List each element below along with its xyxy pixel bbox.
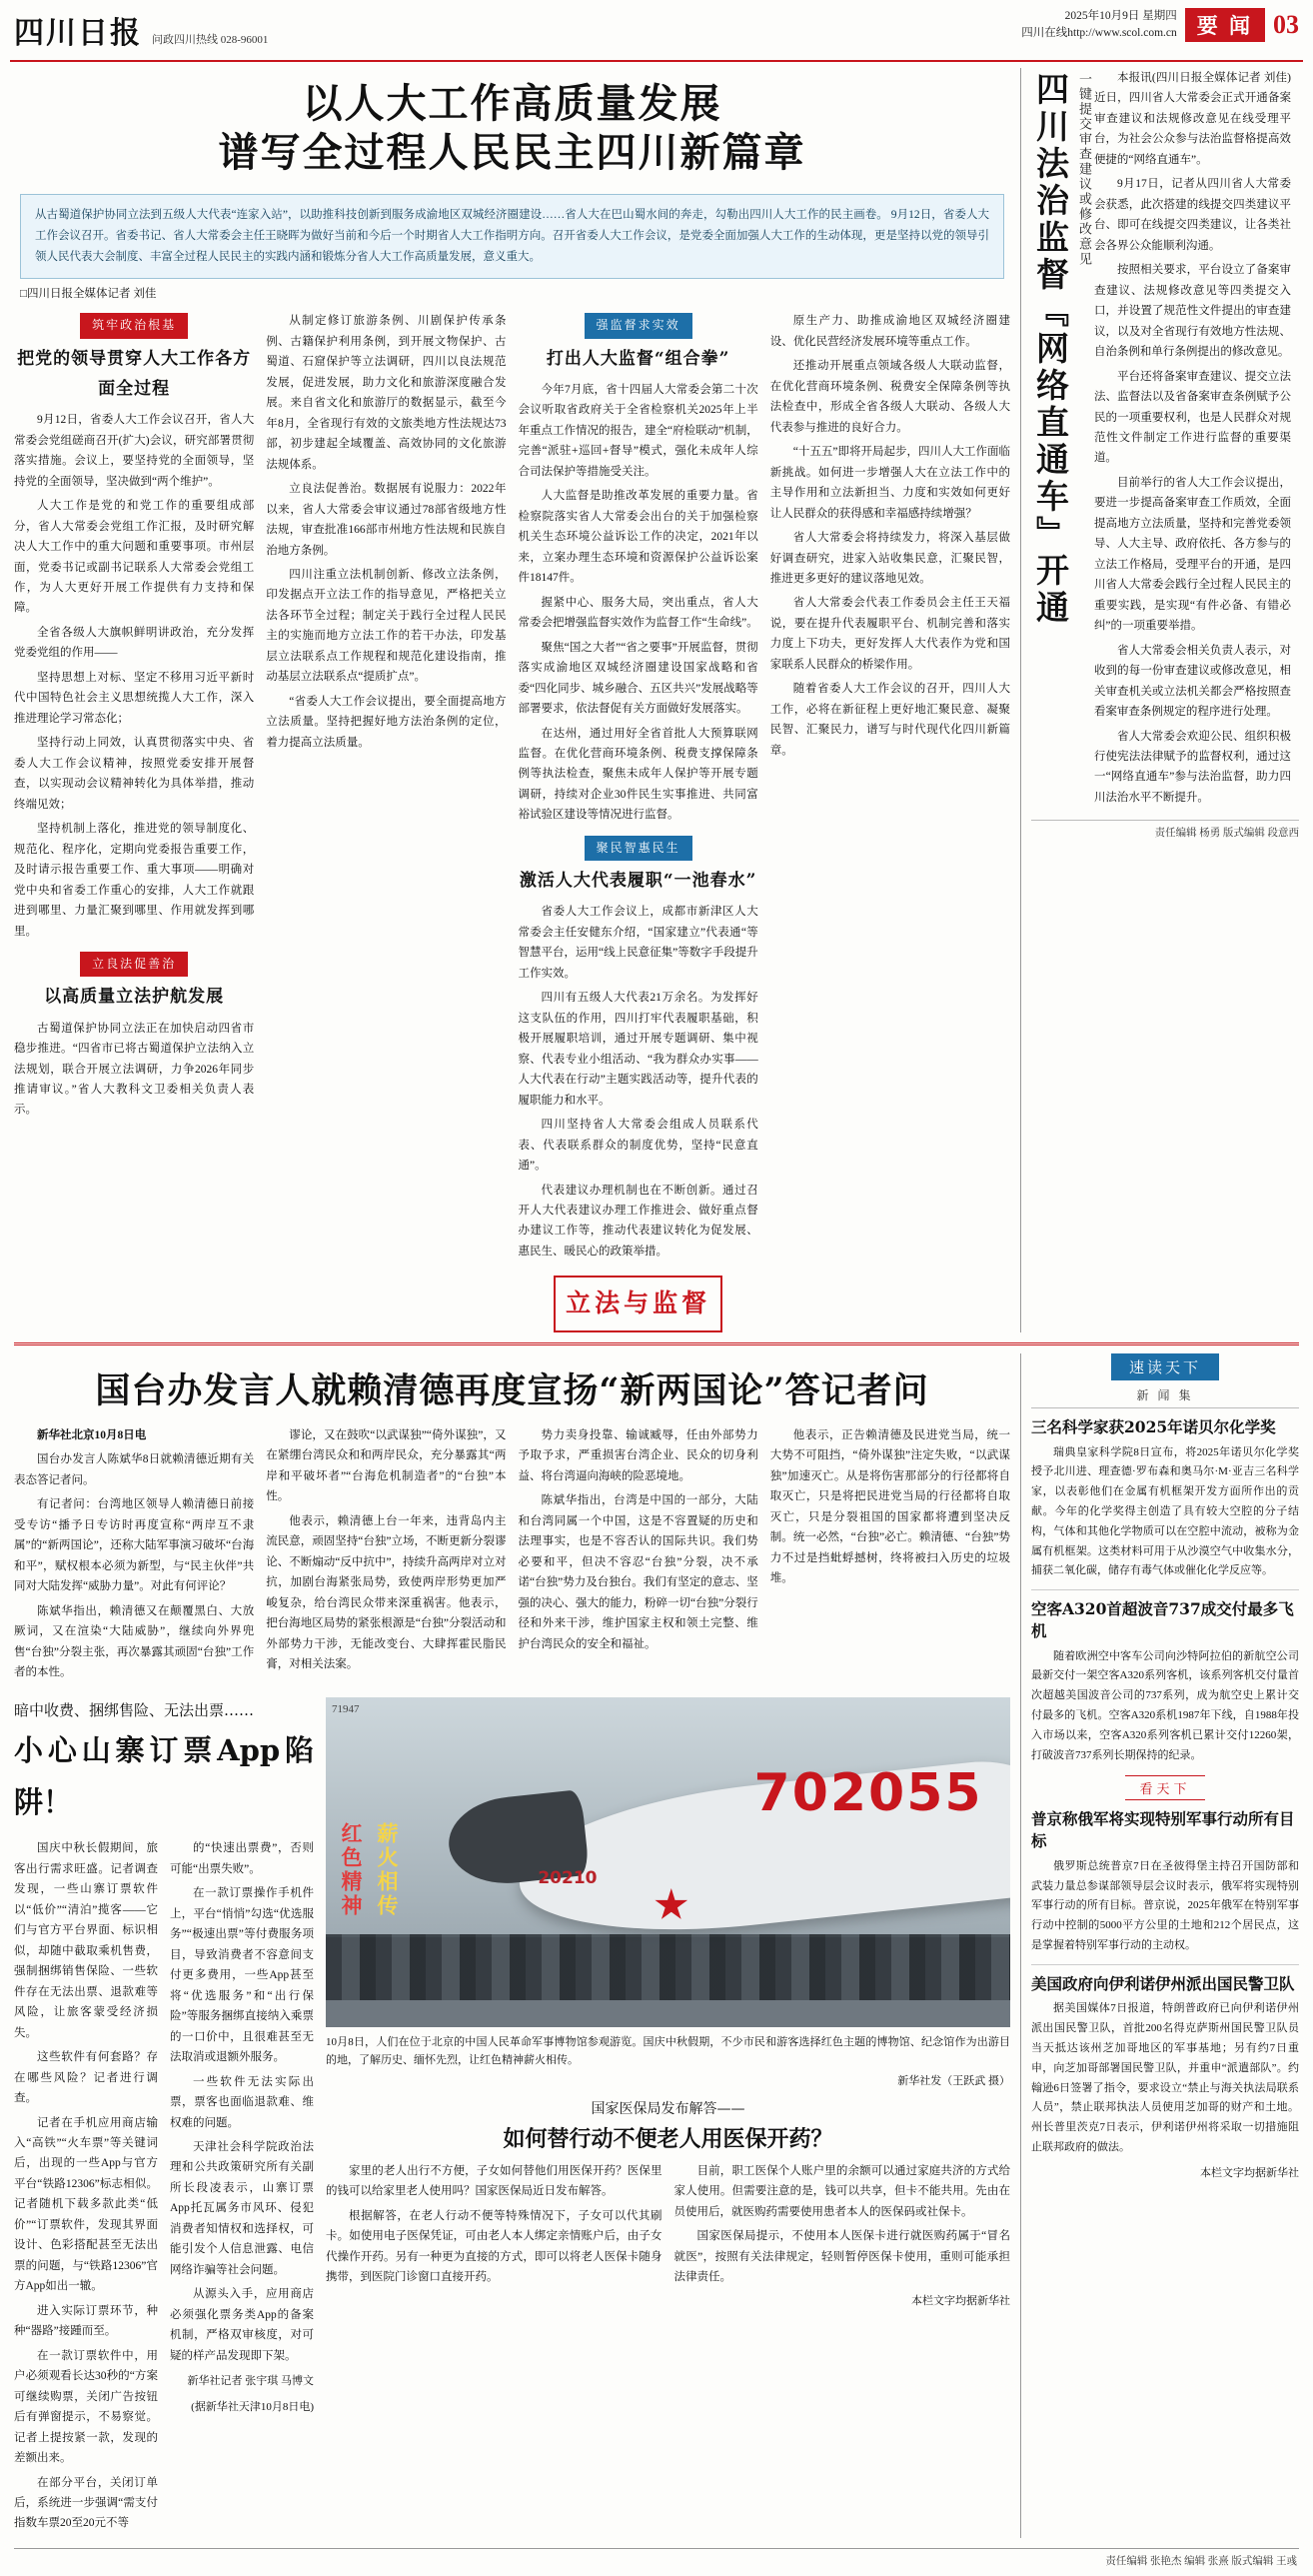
dateline: 新华社北京10月8日电 xyxy=(37,1428,147,1441)
paragraph: 坚持机制上落化，推进党的领导制度化、规范化、程序化，定期向党委报告重要工作，及时请示报告重要工作、重大事项——明确对党中央和省委工作重心的安排，人大工作就跟进到哪里、力量汇聚到哪里、作用就发挥到哪里。 xyxy=(14,823,255,938)
rail-source-note: 本栏文字均据新华社 xyxy=(1200,2166,1299,2179)
bottom-column-2 xyxy=(266,1425,506,1687)
issue-date: 2025年10月9日 星期四 xyxy=(1064,10,1177,22)
app-article-col-2 xyxy=(170,1838,314,2537)
paragraph: 国台办发言人陈斌华8日就赖清德近期有关表态答记者问。 xyxy=(14,1453,255,1486)
app-article-kicker: 暗中收费、捆绑售险、无法出票…… xyxy=(14,1700,255,1719)
rail-item-body: 随着欧洲空中客车公司向沙特阿拉伯的新航空公司最新交付一架空客A320系列客机，该系列客机交付量首次超越美国波音公司的737系列，成为航空史上累计交付最多的飞机。空客A320系机1987年下线，自1988年投入市场以来，空客A320系列客机已累计交付12260架，打破波音737系列长期保持的纪录。 xyxy=(1031,1649,1299,1761)
medical-article xyxy=(326,2098,1010,2311)
rail-banner xyxy=(1031,1353,1299,1380)
paragraph: 本报讯(四川日报全媒体记者 刘佳)近日，四川省人大常委会正式开通备案审查建议和法规修改意见在线受理平台，为社会公众参与法治监督格提高效便捷的“网络直通车”。 xyxy=(1093,72,1291,166)
section-stamp xyxy=(519,1276,758,1332)
column-3 xyxy=(519,311,758,1332)
photo-corner-label: 71947 xyxy=(332,1702,360,1715)
paragraph: 省人大常委会将持续发力，将深入基层做好调查研究，进家入站收集民意，汇聚民智，推进更多更好的建议落地见效。 xyxy=(769,532,1010,586)
paragraph: 古蜀道保护协同立法正在加快启动四省市稳步推进。“四省市已将古蜀道保护立法纳入立法规划，联合开展立法调研，力争2026年同步推请审议。”省人大教科文卫委相关负责人表示。 xyxy=(14,1022,255,1117)
subhead-1 xyxy=(14,313,254,404)
paragraph: 他表示，正告赖清德及民进党当局，统一大势不可阻挡，“倚外谋独”注定失败，“以武谋独”加速灭亡。从是将伤害那部分的行径都将自取灭亡，只是将把民进党当局的行径都将自取灭亡，只是分裂祖国的国家都将遭到坚决反制。统一必然，“台独”必亡。赖清德、“台独”势力不过是挡蚍蜉撼树，终将被扫入历史的垃圾堆。 xyxy=(769,1428,1010,1585)
middle-row xyxy=(14,1697,1010,2538)
news-photo xyxy=(326,1697,1010,2027)
rail-item-body: 瑞典皇家科学院8日宣布，将2025年诺贝尔化学奖授予北川进、理查德·罗布森和奥马尔·M·亚吉三名科学家，以表彰他们在金属有机框架开发方面所作出的贡献。今年的化学奖得主创造了具有较大空腔的分子结构，气体和其他化学物质可以在空腔中流动，被称为金属有机框架。这类材料可用于从沙漠空气中收集水分，捕获二氧化碳，储存有毒气体或催化化学反应等。 xyxy=(1031,1445,1299,1577)
lead-paragraph: 从古蜀道保护协同立法到五级人大代表“连家入站”，以助推科技创新到服务成渝地区双城经济圈建设……省人大在巴山蜀水间的奔走，勾勒出四川人大工作的民主画卷。 9月12日，省委人大工作会议召开。省委书记、省人大常委会主任王晓晖为做好当前和今后一个时期省人大工作指明方向。召开省委人大工作会议，是党委全面加强人大工作的生动体现，更是坚持以党的领导引领人民代表大会制度、丰富全过程人民民主的实践内涵和锻炼分省人大工作高质量发展，意义重大。 xyxy=(20,194,1004,280)
stamp-border xyxy=(554,1276,722,1332)
medical-col-1 xyxy=(326,2161,662,2311)
paragraph: 从源头入手，应用商店必须强化票务类App的备案机制，严格双审核度，对可疑的样产品发现即下架。 xyxy=(170,2288,314,2362)
rail-item[interactable] xyxy=(1031,1808,1299,1955)
hotline-text: 问政四川热线 028-96001 xyxy=(152,34,269,46)
news-rail xyxy=(1020,1353,1299,2538)
side-vertical-title: 四川法治监督『网络直通车』开通 xyxy=(1030,72,1070,627)
paragraph: 他表示，赖清德上台一年来，违背岛内主流民意，顽固坚持“台独”立场，不断更新分裂谬论、不断煽动“反中抗中”，持续升高两岸对立对抗，加剧台海紧张局势，致使两岸形势更加严峻复杂，给台湾民众带来深重祸害。他表示，把台海地区局势的紧张根源是“台独”分裂活动和外部势力干涉，无能改变台、大肆挥霍民脂民膏，对相关法案。 xyxy=(266,1514,507,1671)
top-section xyxy=(0,62,1313,1332)
medical-title: 如何替行动不便老人用医保开药？ xyxy=(503,2125,833,2152)
app-article-sign-2: (据新华社天津10月8日电) xyxy=(191,2400,314,2413)
photo-caption: 10月8日，人们在位于北京的中国人民革命军事博物馆参观游览。国庆中秋假期，不少市民和游客选择红色主题的博物馆、纪念馆作为出游目的地，了解历史、缅怀先烈，让红色精神薪火相传。 xyxy=(326,2035,1010,2067)
paragraph: 9月17日，记者从四川省人大常委会获悉，此次搭建的线提交四类建议平台、即可在线提交四类建议，让各类社会各界公众能顺利沟通。 xyxy=(1093,178,1291,252)
masthead xyxy=(0,0,1313,56)
top-section-credit: 责任编辑 杨勇 版式编辑 段意西 xyxy=(1031,820,1299,840)
paragraph: “省委人大工作会议提出，要全面提高地方立法质量。坚持把握好地方法治条例的定位，着力提高立法质量。 xyxy=(266,695,507,749)
paper-name: 四川日报 xyxy=(14,16,142,51)
side-kicker: 一键提交审查建议或修改意见 xyxy=(1076,72,1092,267)
vertical-title-wrap xyxy=(1031,72,1094,692)
rail-item-headline: 三名科学家获2025年诺贝尔化学奖 xyxy=(1031,1416,1276,1436)
paragraph: 天津社会科学院政治法理和公共政策研究所有关副所长段凌表示，山寨订票App托瓦属务市风环、侵犯消费者知情权和选择权，可能引发个人信息泄露、电信网络诈骗等社会问题。 xyxy=(170,2141,314,2276)
page-credit: 责任编辑 张艳杰 编辑 张熹 版式编辑 王彧 xyxy=(1105,2555,1297,2567)
paragraph: 在达州，通过用好全省首批人大预算联网监督。在优化营商环境条例、税费支撑保障条例等执法检查，聚焦未成年人保护等开展专题调研，持续对企业30件民生实事推进、共同富裕试验区建设等情况进行监督。 xyxy=(518,727,758,822)
app-article xyxy=(14,1697,314,2538)
subhead-2 xyxy=(14,952,254,1013)
column-1 xyxy=(14,311,254,1332)
paragraph: 四川坚持省人大常委会组成人员联系代表、代表联系群众的制度优势，坚持“民意直通”。 xyxy=(518,1119,758,1173)
paragraph: 按照相关要求，平台设立了备案审查建议、法规修改意见等四类提交入口，并设置了规范性文件提出的审查建议，以及对全省现行有效地方性法规、自治条例和单行条例提出的修改意见。 xyxy=(1093,264,1291,359)
top-side-article xyxy=(1020,68,1299,1332)
rail-banner-label: 速读天下 xyxy=(1111,1353,1219,1380)
overlay-text-right: 薪火相传 xyxy=(375,1821,400,1918)
subhead-3 xyxy=(519,313,758,374)
paragraph: 全省各级人大旗帜鲜明讲政治，充分发挥党委党组的作用—— xyxy=(14,626,255,660)
rail-item[interactable] xyxy=(1031,1416,1299,1581)
subhead-1-tag: 筑牢政治根基 xyxy=(80,313,188,338)
side-body xyxy=(1094,68,1291,812)
paragraph: 今年7月底，省十四届人大常委会第二十次会议听取省政府关于全省检察机关2025年上半年重点工作情况的报告，建全“府检联动”机制，完善“派驻+巡回+督导”模式，强化未成年人综合司法保护等措施受关注。 xyxy=(518,384,758,478)
page-number: 03 xyxy=(1273,10,1299,40)
paragraph xyxy=(14,1425,254,1445)
bottom-column-4 xyxy=(770,1425,1010,1687)
rail-item[interactable] xyxy=(1031,1973,1299,2158)
bottom-headline: 国台办发言人就赖清德再度宣扬“新两国论”答记者问 xyxy=(95,1369,929,1411)
paragraph: 原生产力、助推成渝地区双城经济圈建设、优化民营经济发展环境等重点工作。 xyxy=(769,315,1010,348)
paragraph: 省人大常委会相关负责人表示，对收到的每一份审查建议或修改意见，相关审查机关或立法机关都会严格按照查看案审查条例规定的程序进行处理。 xyxy=(1093,644,1291,719)
rail-item-body: 俄罗斯总统普京7日在圣彼得堡主持召开国防部和武装力量总参谋部领导层会议时表示，俄军将实现特别军事行动的所有目标。普京说，2025年俄军在特别军事行动中控制的5000平方公里的土地和212个居民点，这是掌握着特别军事行动的主动权。 xyxy=(1031,1859,1299,1951)
rail-item[interactable] xyxy=(1031,1598,1299,1765)
photo-crowd xyxy=(326,1934,1010,2000)
paragraph: 省人大常委会欢迎公民、组织积极行使宪法法律赋予的监督权利，通过这一“网络直通车”参与法治监督，助力四川法治水平不断提升。 xyxy=(1093,730,1291,804)
paragraph: 这些软件有何套路？存在哪些风险？记者进行调查。 xyxy=(14,2051,158,2105)
rail-section-tag-label: 看天下 xyxy=(1125,1775,1204,1800)
subhead-4 xyxy=(519,836,758,897)
column-4 xyxy=(770,311,1010,1332)
rail-item-headline: 美国政府向伊利诺伊州派出国民警卫队 xyxy=(1031,1973,1295,1993)
subhead-4-tag: 聚民智惠民生 xyxy=(585,836,692,861)
paragraph: 陈斌华指出，赖清德又在颠覆黑白、大放厥词，又在渲染“大陆威胁”，继续向外界兜售“台独”分裂主张，再次暴露其顽固“台独”工作者的本性。 xyxy=(14,1604,255,1679)
paragraph: 势力卖身投靠、输诚臧辱，任由外部势力予取予求，严重损害台湾企业、民众的切身利益、将台湾逼向海峡的险恶境地。 xyxy=(518,1428,758,1482)
rail-item-headline: 空客A320首超波音737成交付最多飞机 xyxy=(1031,1599,1294,1640)
subhead-1-title: 把党的领导贯穿人大工作各方面全过程 xyxy=(17,348,252,399)
paragraph: 9月12日，省委人大工作会议召开，省人大常委会党组磋商召开(扩大)会议，研究部署贯彻落实措施。会议上，要坚持党的全面领导，坚持党的全面领导，坚决做到“两个维护”。 xyxy=(14,414,255,488)
website-url: 四川在线http://www.scol.com.cn xyxy=(1021,27,1177,40)
top-columns xyxy=(14,311,1010,1332)
paragraph: 四川注重立法机制创新、修改立法条例，印发据点开立法工作的指导意见，严格把关立法各环节全过程；制定关于践行全过程人民民主的实施而地方立法工作的若干办法，印发基层立法联系点工作规程和规范化建设指南，推动基层立法联系点“提质扩点”。 xyxy=(266,569,507,684)
rail-subtitle: 新 闻 集 xyxy=(1031,1386,1299,1408)
masthead-left xyxy=(14,8,268,52)
paragraph: 省委人大工作会议上，成都市新津区人大常委会主任安健东介绍，“国家建立”代表通“等智慧平台，运用“线上民意征集”等数字手段提升工作实效。 xyxy=(518,906,758,980)
paragraph: 聚焦“国之大者”“省之要事”开展监督，贯彻落实成渝地区双城经济圈建设国家战略和省委“四化同步、城乡融合、五区共兴”发展战略等部署要求，依法督促有关方面做好发展落实。 xyxy=(518,641,758,716)
paragraph: 根据解答，在老人行动不便等特殊情况下，子女可以代其刷卡。如使用电子医保凭证，可由老人本人绑定亲情账户后，由子女代操作开药。另有一种更为直接的方式，即可以将老人医保卡随身携带，到医院门诊窗口直接开药。 xyxy=(326,2209,662,2284)
byline: □四川日报全媒体记者 刘佳 xyxy=(20,288,157,301)
rail-item-body: 据美国媒体7日报道，特朗普政府已向伊利诺伊州派出国民警卫队，首批200名得克萨斯州国民警卫队员当天抵达该州芝加哥地区的军事基地；另有约7日重申，向芝加哥部署国民警卫队，并重申“派遣部队”。约翰逊6日签署了指令，要求设立“禁止与海关执法局联系人员”，禁止联邦执法人员使用芝加哥的财产和土地。州长普里茨克7日表示，伊利诺伊州将采取一切措施阻止联邦政府的做法。 xyxy=(1031,2002,1299,2153)
paragraph: 还推动开展重点领域各级人大联动监督，在优化营商环境条例、税费安全保障条例等执法检查中，形成全省各级人大联动、各级人大代表参与推进的良好合力。 xyxy=(769,360,1010,434)
paragraph: 在部分平台，关闭订单后，系统进一步强调“需支付指数车票20至20元不等 xyxy=(14,2476,158,2530)
paragraph: 在一款订票软件中，用户必须观看长达30秒的“方案可继续购票，关闭广告按钮后有弹窗提示，不易察觉。记者上提按紧一款，发现的差额出来。 xyxy=(14,2349,158,2465)
subhead-3-tag: 强监督求实效 xyxy=(585,313,692,338)
rail-divider xyxy=(1031,1964,1299,1965)
paragraph: 坚持思想上对标、坚定不移用习近平新时代中国特色社会主义思想统揽人大工作，深入推进理论学习常态化； xyxy=(14,671,255,725)
top-headline xyxy=(14,68,1010,184)
subhead-2-tag: 立良法促善治 xyxy=(80,952,188,977)
app-article-sign-1: 新华社记者 张宇琪 马博文 xyxy=(187,2375,314,2388)
paragraph: 随着省委人大工作会议的召开，四川人大工作，必将在新征程上更好地汇聚民意、凝聚民智、汇聚民力，谱写与时代现代化四川新篇章。 xyxy=(769,683,1010,757)
paragraph: 进入实际订票环节，种种“器路”接踵而至。 xyxy=(14,2304,158,2338)
paragraph: 四川有五级人大代表21万余名。为发挥好这支队伍的作用，四川打牢代表履职基础，积极开展履职培训，通过开展专题调研、集中视察、代表专业小组活动、“我为群众办实事——人大代表在行动”主题实践活动等，提升代表的履职能力和水平。 xyxy=(518,992,758,1107)
paragraph: 谬论，又在鼓吹“以武谋独”“倚外谋独”，又在紧绷台湾民众和和两岸民众，充分暴露其“两岸和平破坏者”“台海危机制造者”的“台独”本性。 xyxy=(266,1428,507,1503)
paragraph: 目前，职工医保个人账户里的余额可以通过家庭共济的方式给家人使用。但需要注意的是，钱可以共享，但卡不能共用。先由在员使用后，就医购药需要使用患者本人的医保码或社保卡。 xyxy=(673,2164,1010,2218)
section-label: 要 闻 xyxy=(1185,8,1265,42)
rail-divider xyxy=(1031,1589,1299,1590)
bottom-section xyxy=(0,1345,1313,2538)
paragraph: 平台还将备案审查建议、提交立法法、监督法以及省备案审查条例赋予公民的一项重要权利，也是人民群众对规范性文件制定工作进行监督的重要渠道。 xyxy=(1093,370,1291,465)
rail-item-headline: 普京称俄军将实现特别军事行动所有目标 xyxy=(1031,1809,1295,1851)
subhead-4-title: 激活人大代表履职“一池春水” xyxy=(519,871,757,892)
headline-line-2: 谱写全过程人民民主四川新篇章 xyxy=(218,128,806,176)
photo-credit: 新华社发（王跃武 摄） xyxy=(897,2074,1010,2087)
app-article-col-1 xyxy=(14,1838,158,2537)
column-2 xyxy=(266,311,506,1332)
subhead-3-title: 打出人大监督“组合拳” xyxy=(546,348,730,369)
medical-col-2 xyxy=(674,2161,1011,2311)
paragraph: “十五五”即将开局起步，四川人大工作面临新挑战。如何进一步增强人大在立法工作中的主导作用和立法新担当、力度和实效如何更好让人民群众的获得感和幸福感持续增强？ xyxy=(769,446,1010,520)
aircraft-number-large: 702055 xyxy=(753,1762,983,1823)
stamp-text: 立法与监督 xyxy=(566,1288,711,1318)
paragraph: 省人大常委会代表工作委员会主任王天福说，要在提升代表履职平台、机制完善和落实力度上下功夫，更好发挥人大代表作为党和国家联系人民群众的桥梁作用。 xyxy=(769,597,1010,671)
masthead-right xyxy=(1021,8,1299,43)
paragraph: 国庆中秋长假期间，旅客出行需求旺盛。记者调查发现，一些山寨订票软件以“低价”“清泊”揽客——它们与官方平台界面、标识相似，却随中截取乘机售费，强制捆绑销售保险、一些软件存在无法出票、退款难等风险，让旅客蒙受经济损失。 xyxy=(14,1842,158,2039)
paragraph: 记者在手机应用商店输入“高铁”“火车票”等关键词后，出现的一些App与官方平台“铁路12306”标志相似。记者随机下载多款此类“低价”“订票软件，发现其界面设计、色彩搭配甚至无法出票的问题，与“铁路12306”官方App如出一辙。 xyxy=(14,2116,158,2293)
bottom-column-3 xyxy=(519,1425,758,1687)
paragraph: 一些软件无法实际出票，票客也面临退款难、维权难的问题。 xyxy=(170,2075,314,2129)
paragraph: 家里的老人出行不方便，子女如何替他们用医保开药？医保里的钱可以给家里老人使用吗？国家医保局近日发布解答。 xyxy=(326,2164,662,2198)
paragraph: 的“快速出票费”，否则可能“出票失败”。 xyxy=(170,1842,314,1875)
bottom-main xyxy=(14,1353,1010,2538)
headline-line-1: 以人大工作高质量发展 xyxy=(302,80,722,127)
paragraph: 坚持行动上同效，认真贯彻落实中央、省委人大工作会议精神，按照党委安排开展督查，以实现动会议精神转化为具体举措，推动终端见效； xyxy=(14,737,255,811)
bottom-columns xyxy=(14,1425,1010,1687)
subhead-2-title: 以高质量立法护航发展 xyxy=(44,987,225,1008)
paragraph: 陈斌华指出，台湾是中国的一部分，大陆和台湾同属一个中国，这是不容置疑的历史和法理事实，也是不容否认的国际共识。我们势必要和平，但决不容忍“台独”分裂，决不承诺“台独”势力及台独台。我们有坚定的意志、坚强的决心、强大的能力，粉碎一切“台独”分裂行径和外来干涉，维护国家主权和领土完整、维护台湾民众的安全和福祉。 xyxy=(518,1494,758,1650)
paragraph: 代表建议办理机制也在不断创新。通过召开人大代表建议办理工作推进会、做好重点督办建议工作等，推动代表建议转化为促发展、惠民生、暖民心的政策举措。 xyxy=(518,1184,758,1258)
app-article-title: 小心山寨订票App陷阱！ xyxy=(14,1733,314,1819)
paragraph: 目前举行的省人大工作会议提出，要进一步提高备案审查工作质效，全面提高地方立法质量，坚持和完善党委领导、人大主导、政府依托、各方参与的立法工作格局，受理平台的开通，是四川省人大常委会践行全过程人民民主的重要实践，是实现“有件必备、有错必纠”的一项重要举措。 xyxy=(1093,476,1291,633)
paragraph: 在一款订票操作手机件上，平台“悄悄”勾选“优选服务”“极速出票”等付费服务项目，导致消费者不容意间支付更多费用，一些App甚至将“优选服务”和“出行保险”等服务捆绑直接纳入乘票的一口价中，且很难甚至无法取消或退额外服务。 xyxy=(170,1887,314,2064)
photo-column xyxy=(326,1697,1010,2538)
paragraph: 握紧中心、服务大局，突出重点，省人大常委会把增强监督实效作为监督工作“生命线”。 xyxy=(518,596,758,630)
paragraph: 从制定修订旅游条例、川剧保护传承条例、古籍保护利用条例，到开展文物保护、古蜀道、石窟保护等立法调研，四川以良法规范发展，促进发展，助力文化和旅游深度融合发展。来自省文化和旅游厅的数据显示，截至今年8月，全省现行有效的文旅类地方性法规达73部，初步建起全域覆盖、高效协同的文化旅游法规体系。 xyxy=(266,315,507,471)
bottom-column-1 xyxy=(14,1425,254,1687)
aircraft-number-small: 20210 xyxy=(538,1868,598,1889)
medical-source: 本栏文字均据新华社 xyxy=(911,2294,1010,2307)
paragraph: 立良法促善治。数据展有说服力：2022年以来，省人大常委会审议通过78部省级地方性法规，审查批准166部市州地方性法规和民族自治地方条例。 xyxy=(266,483,507,557)
paragraph: 国家医保局提示，不使用本人医保卡进行就医购药属于“冒名就医”，按照有关法律规定，轻则暂停医保卡使用，重则可能承担法律责任。 xyxy=(673,2230,1010,2284)
overlay-text-left: 红色精神 xyxy=(339,1821,364,1918)
rail-section-tag xyxy=(1031,1775,1299,1800)
paragraph: 人大工作是党的和党工作的重要组成部分，省人大常委会党组工作汇报，及时研究解决人大工作中的重大问题和重要事项。市州层面，党委书记或副书记联系人大常委会党组工作，为人大更好开展工作提供有力支持和保障。 xyxy=(14,500,255,615)
masthead-meta xyxy=(1021,8,1176,43)
medical-kicker: 国家医保局发布解答—— xyxy=(591,2100,745,2117)
paragraph: 有记者问：台湾地区领导人赖清德日前接受专访“播予日专访时再度宣称“两岸互不隶属”的“新两国论”，还称大陆军事演习破坏“台海和平”，赋权根本必须为新型，与“民主伙伴”共同对大陆发挥“威胁力量”。对此有何评论？ xyxy=(14,1498,255,1593)
photo-overlay-text xyxy=(336,1822,584,1923)
medical-columns xyxy=(326,2161,1010,2311)
top-main-article xyxy=(14,68,1010,1332)
paragraph: 人大监督是助推改革发展的重要力量。省检察院落实省人大常委会出台的关于加强检察机关生态环境公益诉讼工作的决定，2021年以来，立案办理生态环境和资源保护公益诉讼案件18147件。 xyxy=(518,490,758,585)
